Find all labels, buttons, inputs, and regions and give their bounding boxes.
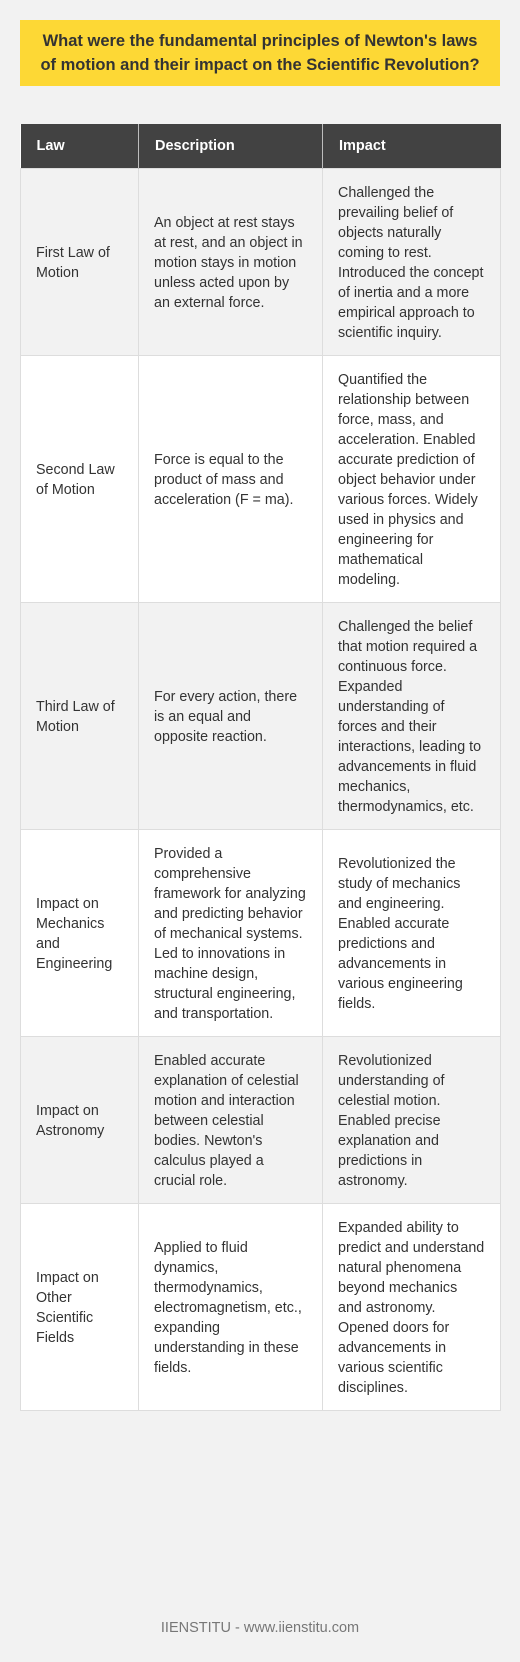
header-impact: Impact [323,124,501,169]
law-cell: First Law of Motion [21,169,139,356]
footer-credit: IIENSTITU - www.iienstitu.com [160,1620,360,1636]
impact-cell: Quantified the relationship between force, mass, and acceleration. Enabled accurate prediction of object behavior under various forces. Widely used in physics and engineering for mathematical modeling. [323,356,501,603]
impact-cell: Revolutionized the study of mechanics and engineering. Enabled accurate predictions and advancements in various engineering fields. [323,830,501,1037]
description-cell: For every action, there is an equal and opposite reaction. [139,603,323,830]
law-cell: Impact on Other Scientific Fields [21,1204,139,1411]
table-row [21,830,501,1037]
law-cell: Impact on Astronomy [21,1037,139,1204]
table-header-row [21,124,501,169]
table-row [21,1037,501,1204]
header-description: Description [139,124,323,169]
impact-cell: Revolutionized understanding of celestial motion. Enabled precise explanation and predictions in astronomy. [323,1037,501,1204]
table-row [21,1204,501,1411]
table-row [21,169,501,356]
page-title: What were the fundamental principles of Newton's laws of motion and their impact on the Scientific Revolution? [20,20,500,86]
law-cell: Impact on Mechanics and Engineering [21,830,139,1037]
law-cell: Second Law of Motion [21,356,139,603]
impact-cell: Expanded ability to predict and understand natural phenomena beyond mechanics and astronomy. Opened doors for advancements in various scientific disciplines. [323,1204,501,1411]
table-row [21,603,501,830]
description-cell: Provided a comprehensive framework for analyzing and predicting behavior of mechanical systems. Led to innovations in machine design, structural engineering, and transportation. [139,830,323,1037]
description-cell: Force is equal to the product of mass and acceleration (F = ma). [139,356,323,603]
law-cell: Third Law of Motion [21,603,139,830]
description-cell: Applied to fluid dynamics, thermodynamics, electromagnetism, etc., expanding understanding in these fields. [139,1204,323,1411]
impact-cell: Challenged the prevailing belief of objects naturally coming to rest. Introduced the concept of inertia and a more empirical approach to scientific inquiry. [323,169,501,356]
description-cell: Enabled accurate explanation of celestial motion and interaction between celestial bodies. Newton's calculus played a crucial role. [139,1037,323,1204]
impact-cell: Challenged the belief that motion required a continuous force. Expanded understanding of forces and their interactions, leading to advancements in fluid mechanics, thermodynamics, etc. [323,603,501,830]
description-cell: An object at rest stays at rest, and an object in motion stays in motion unless acted upon by an external force. [139,169,323,356]
header-law: Law [21,124,139,169]
laws-table [20,124,501,1411]
table-row [21,356,501,603]
